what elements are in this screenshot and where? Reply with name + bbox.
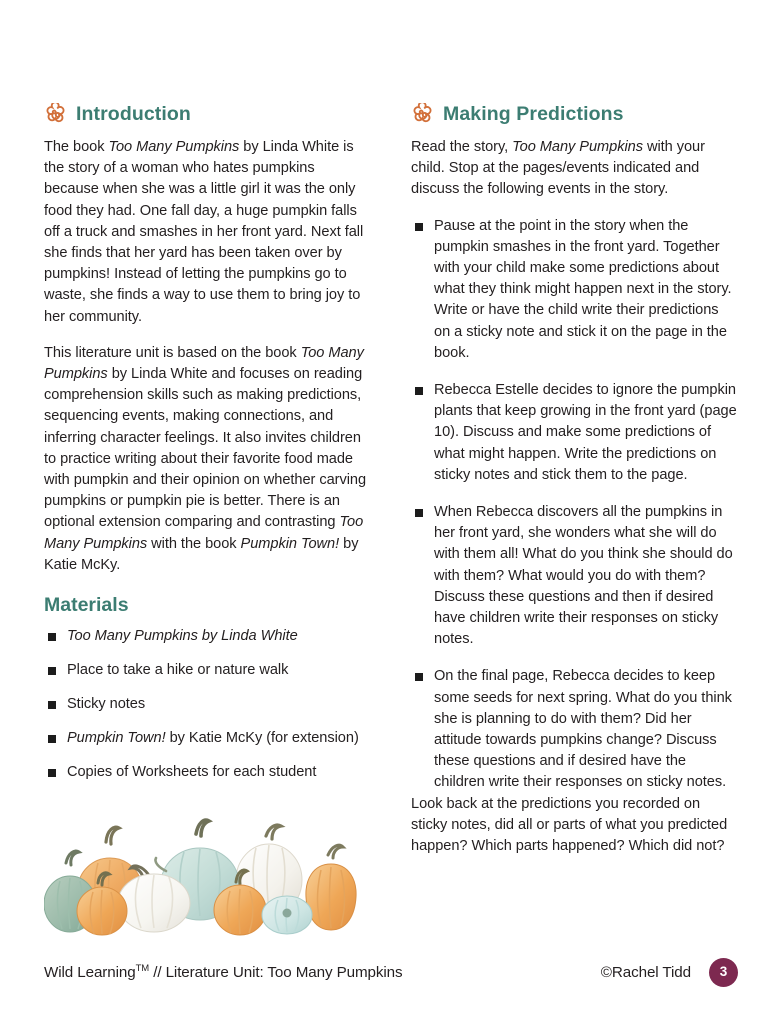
- list-item-text: Pumpkin Town! by Katie McKy (for extension): [67, 730, 359, 747]
- list-item-text: Rebecca Estelle decides to ignore the pumpkin plants that keep growing in the front yard (page 10). Discuss and make some predictions of what might happen. Write the predictions on sticky notes and stick them to the page.: [434, 382, 737, 483]
- right-column: [411, 103, 738, 941]
- materials-list: [44, 626, 371, 784]
- list-item-text: On the final page, Rebecca decides to keep some seeds for next spring. What do you think she is planning to do with them? Did her attitude towards pumpkins change? Discuss these questions and if desired have the children write their responses on sticky notes.: [434, 668, 732, 791]
- list-item: [44, 694, 371, 715]
- flower-icon: [44, 103, 67, 126]
- square-bullet-icon: [48, 633, 56, 641]
- flower-icon: [411, 103, 434, 126]
- footer-brand-text: [44, 963, 402, 981]
- list-item: [44, 626, 371, 647]
- page-number-badge: 3: [709, 958, 738, 987]
- predictions-list: [411, 216, 738, 794]
- square-bullet-icon: [48, 769, 56, 777]
- square-bullet-icon: [415, 509, 423, 517]
- square-bullet-icon: [48, 667, 56, 675]
- introduction-paragraph-1: The book Too Many Pumpkins by Linda White is the story of a woman who hates pumpkins because when she was a little girl it was the only food they had. One fall day, a huge pumpkin falls off a truck and smashes in her front yard. Next fall she finds that her yard has been taken over by pumpkins! Instead of letting the pumpkins go to waste, she finds a way to use them to bring joy to her community.: [44, 139, 364, 325]
- list-item-text: Sticky notes: [67, 695, 146, 712]
- list-item: [411, 216, 738, 364]
- making-predictions-heading: [411, 103, 738, 126]
- list-item-text: Copies of Worksheets for each student: [67, 764, 317, 781]
- footer-copyright: ©Rachel Tidd: [600, 963, 691, 981]
- square-bullet-icon: [415, 673, 423, 681]
- square-bullet-icon: [415, 223, 423, 231]
- two-column-body: [44, 103, 738, 941]
- square-bullet-icon: [415, 387, 423, 395]
- footer-unit: // Literature Unit: Too Many Pumpkins: [149, 964, 403, 982]
- list-item-text: When Rebecca discovers all the pumpkins in her front yard, she wonders what she will do with them all! What do you think she should do with them? What would you do with them? Discuss these questions and then if desired have children write their responses on sticky notes.: [434, 504, 733, 648]
- list-item-text: Pause at the point in the story when the pumpkin smashes in the front yard. Together with your child make some predictions about what they think might happen next in the story. Write or have the child write their predictions on a sticky note and stick it on the page in the book.: [434, 217, 732, 361]
- footer-brand: Wild Learning: [44, 964, 136, 982]
- pumpkin-group-illustration: [44, 806, 371, 941]
- predictions-intro-paragraph: Read the story, Too Many Pumpkins with your child. Stop at the pages/events indicated and discuss the following events in the story.: [411, 139, 705, 198]
- square-bullet-icon: [48, 735, 56, 743]
- list-item: [44, 762, 371, 783]
- introduction-heading: [44, 103, 371, 126]
- left-column: [44, 103, 371, 941]
- materials-title: Materials: [44, 594, 129, 617]
- introduction-paragraph-2: This literature unit is based on the book Too Many Pumpkins by Linda White and focuses on reading comprehension skills such as making predictions, sequencing events, making connections, and inferring character feelings. It also invites children to practice writing about their favorite food made with pumpkin and their opinion on whether carving pumpkins or pumpkin pie is better. There is an optional extension comparing and contrasting Too Many Pumpkins with the book Pumpkin Town! by Katie McKy.: [44, 344, 367, 573]
- predictions-closing-paragraph: Look back at the predictions you recorded on sticky notes, did all or parts of what you predicted happen? Which parts happened? Which did not?: [411, 795, 728, 855]
- making-predictions-title: Making Predictions: [443, 102, 624, 125]
- list-item: [411, 502, 738, 650]
- list-item-text: Place to take a hike or nature walk: [67, 661, 289, 678]
- introduction-title: Introduction: [76, 102, 191, 125]
- list-item: [411, 666, 738, 793]
- list-item: [411, 380, 738, 486]
- list-item-text: Too Many Pumpkins by Linda White: [67, 627, 298, 644]
- page-footer: [44, 956, 738, 988]
- trademark-symbol: TM: [135, 962, 150, 974]
- list-item: [44, 660, 371, 681]
- square-bullet-icon: [48, 701, 56, 709]
- list-item: [44, 728, 371, 749]
